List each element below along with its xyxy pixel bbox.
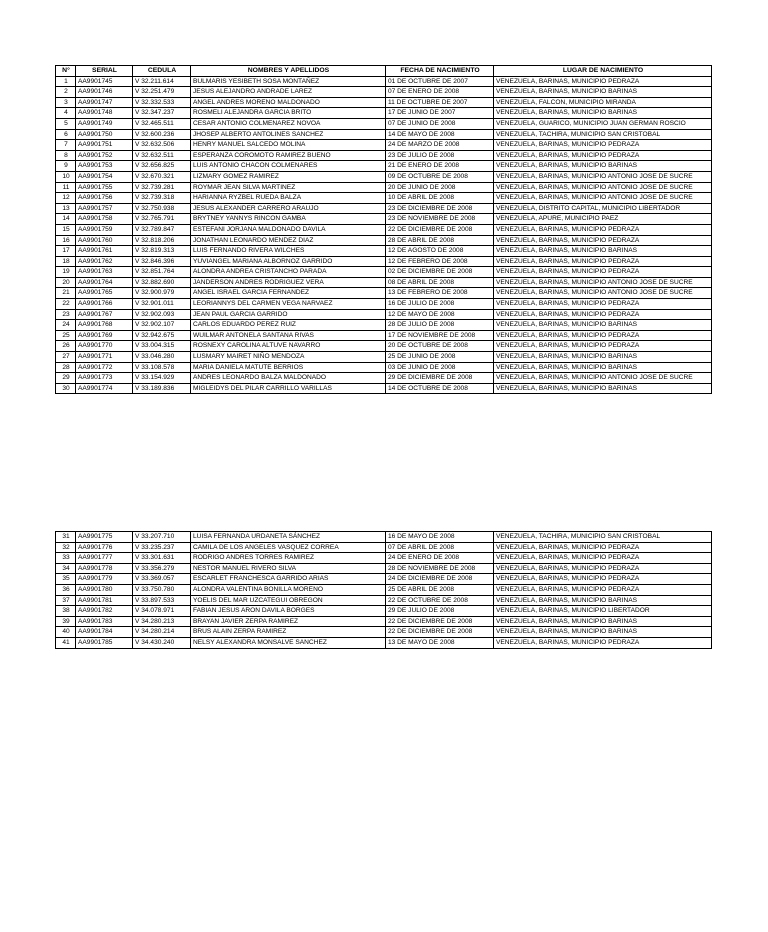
num-cell: 23 [56,309,76,320]
table-row [56,563,712,574]
cedula-cell: V 32.632.506 [133,140,191,151]
birth-place-cell: VENEZUELA, TACHIRA, MUNICIPIO SAN CRISTOBAL [494,532,712,543]
birth-place-cell: VENEZUELA, BARINAS, MUNICIPIO ANTONIO JOSE DE SUCRE [494,373,712,384]
header-lugar: LUGAR DE NACIMIENTO [494,66,712,77]
name-cell: LUIS FERNANDO RIVERA WILCHES [191,246,386,257]
table-row [56,129,712,140]
name-cell: ANDRES LEONARDO BALZA MALDONADO [191,373,386,384]
serial-cell: AA9901760 [76,235,133,246]
num-cell: 4 [56,108,76,119]
num-cell: 34 [56,563,76,574]
name-cell: JANDERSON ANDRES RODRIGUEZ VERA [191,277,386,288]
cedula-cell: V 32.902.107 [133,320,191,331]
serial-cell: AA9901783 [76,616,133,627]
name-cell: ROSMELI ALEJANDRA GARCIA BRITO [191,108,386,119]
cedula-cell: V 32.332.533 [133,97,191,108]
name-cell: ROSNEXY CAROLINA ALTUVE NAVARRO [191,341,386,352]
birth-place-cell: VENEZUELA, BARINAS, MUNICIPIO ANTONIO JOSE DE SUCRE [494,277,712,288]
students-table-page-1 [55,65,712,394]
cedula-cell: V 34.280.214 [133,627,191,638]
serial-cell: AA9901761 [76,246,133,257]
num-cell: 2 [56,87,76,98]
birth-place-cell: VENEZUELA, BARINAS, MUNICIPIO PEDRAZA [494,563,712,574]
name-cell: HARIANNA RYZBEL RUEDA BALZA [191,193,386,204]
serial-cell: AA9901748 [76,108,133,119]
serial-cell: AA9901774 [76,383,133,394]
serial-cell: AA9901752 [76,150,133,161]
serial-cell: AA9901781 [76,595,133,606]
name-cell: LUSMARY MAIRET NIÑO MENDOZA [191,352,386,363]
num-cell: 41 [56,637,76,648]
num-cell: 13 [56,203,76,214]
cedula-cell: V 32.670.321 [133,171,191,182]
num-cell: 9 [56,161,76,172]
birth-date-cell: 24 DE MARZO DE 2008 [386,140,494,151]
table-row [56,383,712,394]
name-cell: ROYMAR JEAN SILVA MARTINEZ [191,182,386,193]
table-row [56,616,712,627]
num-cell: 38 [56,606,76,617]
cedula-cell: V 32.789.847 [133,224,191,235]
serial-cell: AA9901773 [76,373,133,384]
birth-date-cell: 23 DE NOVIEMBRE DE 2008 [386,214,494,225]
birth-date-cell: 22 DE OCTUBRE DE 2008 [386,595,494,606]
birth-date-cell: 01 DE OCTUBRE DE 2007 [386,76,494,87]
table-row [56,595,712,606]
birth-date-cell: 17 DE NOVIEMBRE DE 2008 [386,330,494,341]
table-row [56,309,712,320]
cedula-cell: V 32.882.690 [133,277,191,288]
birth-date-cell: 07 DE JUNIO DE 2008 [386,118,494,129]
birth-date-cell: 28 DE ABRIL DE 2008 [386,235,494,246]
name-cell: CARLOS EDUARDO PEREZ RUIZ [191,320,386,331]
header-fecha: FECHA DE NACIMIENTO [386,66,494,77]
serial-cell: AA9901764 [76,277,133,288]
serial-cell: AA9901749 [76,118,133,129]
cedula-cell: V 33.356.279 [133,563,191,574]
cedula-cell: V 33.154.929 [133,373,191,384]
birth-date-cell: 17 DE JUNIO DE 2007 [386,108,494,119]
serial-cell: AA9901775 [76,532,133,543]
cedula-cell: V 32.846.396 [133,256,191,267]
table-row [56,584,712,595]
num-cell: 33 [56,553,76,564]
name-cell: ANGEL ANDRES MORENO MALDONADO [191,97,386,108]
birth-place-cell: VENEZUELA, BARINAS, MUNICIPIO PEDRAZA [494,330,712,341]
num-cell: 16 [56,235,76,246]
table-row [56,277,712,288]
num-cell: 8 [56,150,76,161]
cedula-cell: V 32.600.236 [133,129,191,140]
name-cell: ESTEFANI JORJANA MALDONADO DAVILA [191,224,386,235]
serial-cell: AA9901751 [76,140,133,151]
table-row [56,267,712,278]
birth-place-cell: VENEZUELA, BARINAS, MUNICIPIO PEDRAZA [494,584,712,595]
num-cell: 3 [56,97,76,108]
name-cell: LEORIANNYS DEL CARMEN VEGA NARVAEZ [191,299,386,310]
birth-place-cell: VENEZUELA, BARINAS, MUNICIPIO BARINAS [494,616,712,627]
cedula-cell: V 33.004.315 [133,341,191,352]
cedula-cell: V 32.900.979 [133,288,191,299]
num-cell: 25 [56,330,76,341]
table-body [56,76,712,394]
name-cell: BRUS ALAIN ZERPA RAMIREZ [191,627,386,638]
cedula-cell: V 32.347.237 [133,108,191,119]
num-cell: 19 [56,267,76,278]
cedula-cell: V 32.251.479 [133,87,191,98]
cedula-cell: V 32.765.791 [133,214,191,225]
num-cell: 20 [56,277,76,288]
table-row [56,150,712,161]
birth-date-cell: 09 DE OCTUBRE DE 2008 [386,171,494,182]
serial-cell: AA9901758 [76,214,133,225]
table-row [56,574,712,585]
cedula-cell: V 34.280.213 [133,616,191,627]
serial-cell: AA9901771 [76,352,133,363]
cedula-cell: V 32.901.011 [133,299,191,310]
birth-date-cell: 11 DE OCTUBRE DE 2007 [386,97,494,108]
name-cell: BRAYAN JAVIER ZERPA RAMIREZ [191,616,386,627]
birth-date-cell: 03 DE JUNIO DE 2008 [386,362,494,373]
serial-cell: AA9901755 [76,182,133,193]
table-row [56,542,712,553]
birth-place-cell: VENEZUELA, BARINAS, MUNICIPIO PEDRAZA [494,267,712,278]
birth-date-cell: 16 DE MAYO DE 2008 [386,532,494,543]
birth-place-cell: VENEZUELA, BARINAS, MUNICIPIO PEDRAZA [494,235,712,246]
birth-place-cell: VENEZUELA, BARINAS, MUNICIPIO PEDRAZA [494,224,712,235]
table-row [56,246,712,257]
serial-cell: AA9901747 [76,97,133,108]
header-num: N° [56,66,76,77]
birth-date-cell: 23 DE JULIO DE 2008 [386,150,494,161]
table-row [56,76,712,87]
name-cell: JONATHAN LEONARDO MENDEZ DIAZ [191,235,386,246]
cedula-cell: V 32.632.511 [133,150,191,161]
birth-date-cell: 07 DE ABRIL DE 2008 [386,542,494,553]
table-row [56,108,712,119]
birth-place-cell: VENEZUELA, BARINAS, MUNICIPIO ANTONIO JOSE DE SUCRE [494,193,712,204]
cedula-cell: V 33.750.780 [133,584,191,595]
serial-cell: AA9901767 [76,309,133,320]
serial-cell: AA9901756 [76,193,133,204]
serial-cell: AA9901765 [76,288,133,299]
table-row [56,171,712,182]
name-cell: BULMARIS YESIBETH SOSA MONTAÑEZ [191,76,386,87]
name-cell: YUVIANGEL MARIANA ALBORNOZ GARRIDO [191,256,386,267]
birth-place-cell: VENEZUELA, BARINAS, MUNICIPIO BARINAS [494,246,712,257]
name-cell: RODRIGO ANDRES TORRES RAMIREZ [191,553,386,564]
cedula-cell: V 32.739.318 [133,193,191,204]
num-cell: 30 [56,383,76,394]
cedula-cell: V 32.750.938 [133,203,191,214]
birth-place-cell: VENEZUELA, BARINAS, MUNICIPIO PEDRAZA [494,76,712,87]
table-header-row [56,66,712,77]
serial-cell: AA9901779 [76,574,133,585]
birth-date-cell: 22 DE DICIEMBRE DE 2008 [386,616,494,627]
name-cell: FABIAN JESUS ARON DAVILA BORGES [191,606,386,617]
birth-date-cell: 07 DE ENERO DE 2008 [386,87,494,98]
birth-date-cell: 22 DE DICIEMBRE DE 2008 [386,224,494,235]
serial-cell: AA9901782 [76,606,133,617]
table-row [56,553,712,564]
table-row [56,362,712,373]
num-cell: 17 [56,246,76,257]
birth-place-cell: VENEZUELA, BARINAS, MUNICIPIO ANTONIO JOSE DE SUCRE [494,182,712,193]
name-cell: ESCARLET FRANCHESCA GARRIDO ARIAS [191,574,386,585]
name-cell: MARIA DANIELA MATUTE BERRIOS [191,362,386,373]
table-row [56,214,712,225]
cedula-cell: V 32.942.675 [133,330,191,341]
birth-date-cell: 20 DE JUNIO DE 2008 [386,182,494,193]
serial-cell: AA9901750 [76,129,133,140]
cedula-cell: V 33.301.631 [133,553,191,564]
header-serial: SERIAL [76,66,133,77]
table-row [56,140,712,151]
cedula-cell: V 32.819.313 [133,246,191,257]
birth-place-cell: VENEZUELA, BARINAS, MUNICIPIO PEDRAZA [494,309,712,320]
birth-date-cell: 10 DE ABRIL DE 2008 [386,193,494,204]
birth-date-cell: 13 DE MAYO DE 2008 [386,637,494,648]
num-cell: 39 [56,616,76,627]
table-row [56,87,712,98]
name-cell: NELSY ALEXANDRA MONSALVE SANCHEZ [191,637,386,648]
birth-place-cell: VENEZUELA, DISTRITO CAPITAL, MUNICIPIO LIBERTADOR [494,203,712,214]
birth-place-cell: VENEZUELA, BARINAS, MUNICIPIO BARINAS [494,383,712,394]
name-cell: NESTOR MANUEL RIVERO SILVA [191,563,386,574]
birth-place-cell: VENEZUELA, BARINAS, MUNICIPIO BARINAS [494,108,712,119]
name-cell: MIGLEIDYS DEL PILAR CARRILLO VARILLAS [191,383,386,394]
serial-cell: AA9901780 [76,584,133,595]
serial-cell: AA9901746 [76,87,133,98]
table-row [56,97,712,108]
num-cell: 7 [56,140,76,151]
birth-place-cell: VENEZUELA, BARINAS, MUNICIPIO PEDRAZA [494,341,712,352]
birth-place-cell: VENEZUELA, BARINAS, MUNICIPIO BARINAS [494,627,712,638]
table-row [56,224,712,235]
name-cell: BRYTNEY YANNYS RINCON GAMBA [191,214,386,225]
cedula-cell: V 32.851.764 [133,267,191,278]
name-cell: ANGEL ISRAEL GARCIA FERNANDEZ [191,288,386,299]
serial-cell: AA9901757 [76,203,133,214]
table-row [56,299,712,310]
serial-cell: AA9901776 [76,542,133,553]
birth-place-cell: VENEZUELA, GUARICO, MUNICIPIO JUAN GERMAN ROSCIO [494,118,712,129]
num-cell: 6 [56,129,76,140]
num-cell: 31 [56,532,76,543]
cedula-cell: V 32.211.614 [133,76,191,87]
cedula-cell: V 33.108.578 [133,362,191,373]
table-row [56,203,712,214]
name-cell: ALONDRA ANDREA CRISTANCHO PARADA [191,267,386,278]
birth-date-cell: 28 DE JULIO DE 2008 [386,320,494,331]
birth-date-cell: 12 DE MAYO DE 2008 [386,309,494,320]
birth-place-cell: VENEZUELA, BARINAS, MUNICIPIO ANTONIO JOSE DE SUCRE [494,171,712,182]
birth-date-cell: 24 DE DICIEMBRE DE 2008 [386,574,494,585]
serial-cell: AA9901768 [76,320,133,331]
header-nombres: NOMBRES Y APELLIDOS [191,66,386,77]
cedula-cell: V 32.465.511 [133,118,191,129]
serial-cell: AA9901769 [76,330,133,341]
name-cell: ALONDRA VALENTINA BONILLA MORENO [191,584,386,595]
birth-date-cell: 08 DE ABRIL DE 2008 [386,277,494,288]
birth-date-cell: 25 DE JUNIO DE 2008 [386,352,494,363]
birth-date-cell: 23 DE DICIEMBRE DE 2008 [386,203,494,214]
serial-cell: AA9901745 [76,76,133,87]
birth-date-cell: 13 DE FEBRERO DE 2008 [386,288,494,299]
num-cell: 5 [56,118,76,129]
num-cell: 10 [56,171,76,182]
birth-place-cell: VENEZUELA, BARINAS, MUNICIPIO PEDRAZA [494,140,712,151]
serial-cell: AA9901777 [76,553,133,564]
table-row [56,256,712,267]
birth-date-cell: 14 DE OCTUBRE DE 2008 [386,383,494,394]
cedula-cell: V 32.902.093 [133,309,191,320]
num-cell: 37 [56,595,76,606]
name-cell: WUILMAR ANTONELA SANTANA RIVAS [191,330,386,341]
cedula-cell: V 32.656.825 [133,161,191,172]
table-row [56,373,712,384]
serial-cell: AA9901754 [76,171,133,182]
table-row [56,161,712,172]
birth-place-cell: VENEZUELA, BARINAS, MUNICIPIO PEDRAZA [494,553,712,564]
cedula-cell: V 33.207.710 [133,532,191,543]
serial-cell: AA9901772 [76,362,133,373]
birth-place-cell: VENEZUELA, BARINAS, MUNICIPIO PEDRAZA [494,637,712,648]
table-row [56,352,712,363]
cedula-cell: V 33.369.057 [133,574,191,585]
name-cell: JEAN PAUL GARCIA GARRIDO [191,309,386,320]
num-cell: 40 [56,627,76,638]
num-cell: 1 [56,76,76,87]
table-row [56,341,712,352]
num-cell: 36 [56,584,76,595]
name-cell: ESPERANZA COROMOTO RAMIREZ BUENO [191,150,386,161]
num-cell: 12 [56,193,76,204]
table-row [56,288,712,299]
serial-cell: AA9901785 [76,637,133,648]
birth-place-cell: VENEZUELA, BARINAS, MUNICIPIO PEDRAZA [494,574,712,585]
num-cell: 29 [56,373,76,384]
num-cell: 24 [56,320,76,331]
birth-place-cell: VENEZUELA, BARINAS, MUNICIPIO BARINAS [494,595,712,606]
cedula-cell: V 33.235.237 [133,542,191,553]
birth-date-cell: 16 DE JULIO DE 2008 [386,299,494,310]
table-row [56,182,712,193]
birth-date-cell: 25 DE ABRIL DE 2008 [386,584,494,595]
table-row [56,532,712,543]
name-cell: CESAR ANTONIO COLMENAREZ NOVOA [191,118,386,129]
birth-place-cell: VENEZUELA, BARINAS, MUNICIPIO BARINAS [494,161,712,172]
table-row [56,235,712,246]
birth-place-cell: VENEZUELA, BARINAS, MUNICIPIO BARINAS [494,352,712,363]
birth-date-cell: 24 DE ENERO DE 2008 [386,553,494,564]
table-row [56,193,712,204]
birth-place-cell: VENEZUELA, BARINAS, MUNICIPIO ANTONIO JOSE DE SUCRE [494,288,712,299]
num-cell: 14 [56,214,76,225]
birth-place-cell: VENEZUELA, BARINAS, MUNICIPIO PEDRAZA [494,299,712,310]
num-cell: 35 [56,574,76,585]
serial-cell: AA9901784 [76,627,133,638]
name-cell: LUISA FERNANDA URDANETA SÁNCHEZ [191,532,386,543]
table-row [56,627,712,638]
students-table-page-2 [55,531,712,649]
birth-place-cell: VENEZUELA, BARINAS, MUNICIPIO PEDRAZA [494,150,712,161]
birth-date-cell: 12 DE AGOSTO DE 2008 [386,246,494,257]
birth-date-cell: 12 DE FEBRERO DE 2008 [386,256,494,267]
cedula-cell: V 33.189.836 [133,383,191,394]
birth-date-cell: 22 DE DICIEMBRE DE 2008 [386,627,494,638]
serial-cell: AA9901763 [76,267,133,278]
cedula-cell: V 33.897.533 [133,595,191,606]
table-row [56,637,712,648]
table-body [56,532,712,649]
table-row [56,330,712,341]
num-cell: 22 [56,299,76,310]
num-cell: 15 [56,224,76,235]
num-cell: 26 [56,341,76,352]
birth-place-cell: VENEZUELA, TACHIRA, MUNICIPIO SAN CRISTOBAL [494,129,712,140]
table-row [56,320,712,331]
birth-place-cell: VENEZUELA, BARINAS, MUNICIPIO PEDRAZA [494,256,712,267]
name-cell: CAMILA DE LOS ANGELES VASQUEZ CORREA [191,542,386,553]
serial-cell: AA9901766 [76,299,133,310]
num-cell: 27 [56,352,76,363]
birth-date-cell: 02 DE DICIEMBRE DE 2008 [386,267,494,278]
table-row [56,118,712,129]
cedula-cell: V 34.430.240 [133,637,191,648]
cedula-cell: V 32.818.206 [133,235,191,246]
serial-cell: AA9901753 [76,161,133,172]
birth-date-cell: 29 DE DICIEMBRE DE 2008 [386,373,494,384]
name-cell: LIZMARY GOMEZ RAMIREZ [191,171,386,182]
birth-place-cell: VENEZUELA, BARINAS, MUNICIPIO BARINAS [494,362,712,373]
serial-cell: AA9901770 [76,341,133,352]
birth-date-cell: 20 DE OCTUBRE DE 2008 [386,341,494,352]
name-cell: LUIS ANTONIO CHACON COLMENARES [191,161,386,172]
name-cell: HENRY MANUEL SALCEDO MOLINA [191,140,386,151]
birth-place-cell: VENEZUELA, FALCON, MUNICIPIO MIRANDA [494,97,712,108]
birth-date-cell: 14 DE MAYO DE 2008 [386,129,494,140]
serial-cell: AA9901759 [76,224,133,235]
cedula-cell: V 32.739.281 [133,182,191,193]
num-cell: 11 [56,182,76,193]
serial-cell: AA9901778 [76,563,133,574]
birth-place-cell: VENEZUELA, BARINAS, MUNICIPIO BARINAS [494,320,712,331]
birth-place-cell: VENEZUELA, APURE, MUNICIPIO PAEZ [494,214,712,225]
name-cell: JESUS ALEXANDER CARRERO ARAUJO [191,203,386,214]
num-cell: 28 [56,362,76,373]
birth-place-cell: VENEZUELA, BARINAS, MUNICIPIO LIBERTADOR [494,606,712,617]
cedula-cell: V 33.046.280 [133,352,191,363]
name-cell: JESUS ALEJANDRO ANDRADE LAREZ [191,87,386,98]
header-cedula: CEDULA [133,66,191,77]
birth-date-cell: 29 DE JULIO DE 2008 [386,606,494,617]
num-cell: 21 [56,288,76,299]
name-cell: JHOSEP ALBERTO ANTOLINES SANCHEZ [191,129,386,140]
table-row [56,606,712,617]
birth-date-cell: 21 DE ENERO DE 2008 [386,161,494,172]
birth-date-cell: 28 DE NOVIEMBRE DE 2008 [386,563,494,574]
num-cell: 18 [56,256,76,267]
num-cell: 32 [56,542,76,553]
name-cell: YOELIS DEL MAR UZCATEGUI OBREGON [191,595,386,606]
serial-cell: AA9901762 [76,256,133,267]
birth-place-cell: VENEZUELA, BARINAS, MUNICIPIO PEDRAZA [494,542,712,553]
birth-place-cell: VENEZUELA, BARINAS, MUNICIPIO BARINAS [494,87,712,98]
cedula-cell: V 34.078.971 [133,606,191,617]
